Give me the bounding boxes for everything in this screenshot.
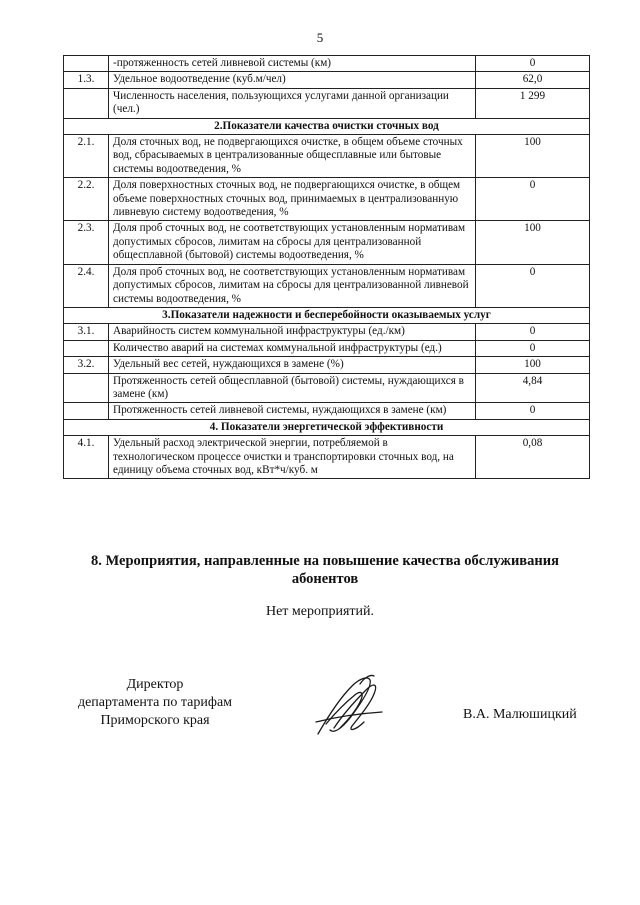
indicator-name: Удельное водоотведение (куб.м/чел) (109, 72, 476, 88)
indicator-name: Удельный вес сетей, нуждающихся в замене (%) (109, 357, 476, 373)
indicator-value: 100 (476, 135, 590, 178)
table-row (64, 264, 590, 307)
section-header-row (64, 419, 590, 435)
indicator-name: Аварийность систем коммунальной инфраструктуры (ед./км) (109, 324, 476, 340)
indicator-value: 0 (476, 324, 590, 340)
row-number: 2.2. (64, 178, 109, 221)
indicator-value: 62,0 (476, 72, 590, 88)
row-number: 2.4. (64, 264, 109, 307)
indicator-name: Протяженность сетей ливневой системы, нуждающихся в замене (км) (109, 403, 476, 419)
table-row (64, 357, 590, 373)
indicator-value: 0 (476, 264, 590, 307)
handwritten-signature (312, 672, 392, 742)
section-heading: 8. Мероприятия, направленные на повышение качества обслуживания абонентов (91, 553, 559, 587)
indicator-name: -протяженность сетей ливневой системы (км) (109, 56, 476, 72)
indicator-name: Доля проб сточных вод, не соответствующих установленным нормативам допустимых сбросов, лимитам на сбросы для централизованной ливневой системы водоотведения, % (109, 264, 476, 307)
row-number (64, 340, 109, 356)
row-number: 4.1. (64, 436, 109, 479)
row-number: 3.2. (64, 357, 109, 373)
indicator-name: Доля поверхностных сточных вод, не подвергающихся очистке, в общем объеме поверхностных сточных вод, принимаемых в централизованную ливневую систему водоотведения, % (109, 178, 476, 221)
table-row (64, 403, 590, 419)
row-number: 2.1. (64, 135, 109, 178)
indicator-name: Удельный расход электрической энергии, потребляемой в технологическом процессе очистки и транспортировки сточных вод, на единицу объема сточных вод, кВт*ч/куб. м (109, 436, 476, 479)
indicator-value: 4,84 (476, 373, 590, 403)
indicator-name: Доля сточных вод, не подвергающихся очистке, в общем объеме сточных вод, сбрасываемых в централизованные общесплавные или бытовые системы водоотведения, % (109, 135, 476, 178)
table-row (64, 340, 590, 356)
no-measures-note: Нет мероприятий. (265, 604, 375, 619)
indicator-value: 0 (476, 178, 590, 221)
section-title: 3.Показатели надежности и бесперебойности оказываемых услуг (64, 307, 590, 323)
position-line: Директор (126, 677, 184, 692)
section-header-row (64, 118, 590, 134)
row-number: 2.3. (64, 221, 109, 264)
table-row (64, 88, 590, 118)
indicator-value: 0,08 (476, 436, 590, 479)
row-number (64, 88, 109, 118)
table-row (64, 324, 590, 340)
indicator-name: Протяженность сетей общесплавной (бытовой) системы, нуждающихся в замене (км) (109, 373, 476, 403)
indicators-table (63, 55, 590, 479)
indicator-value: 0 (476, 340, 590, 356)
section-header-row (64, 307, 590, 323)
page-number: 5 (316, 30, 324, 45)
indicator-name: Доля проб сточных вод, не соответствующих установленным нормативам допустимых сбросов, лимитам на сбросы для централизованной общесплавной (бытовой) системы водоотведения, % (109, 221, 476, 264)
table-row (64, 221, 590, 264)
indicator-name: Численность населения, пользующихся услугами данной организации (чел.) (109, 88, 476, 118)
table-row (64, 56, 590, 72)
table-row (64, 436, 590, 479)
table-row (64, 373, 590, 403)
section-title: 2.Показатели качества очистки сточных вод (64, 118, 590, 134)
indicator-value: 100 (476, 221, 590, 264)
table-row (64, 178, 590, 221)
section-title: 4. Показатели энергетической эффективности (64, 419, 590, 435)
indicator-value: 1 299 (476, 88, 590, 118)
signatory-name: В.А. Малюшицкий (463, 707, 577, 722)
indicator-value: 0 (476, 403, 590, 419)
position-line: департамента по тарифам (77, 695, 233, 710)
row-number (64, 373, 109, 403)
indicator-name: Количество аварий на системах коммунальной инфраструктуры (ед.) (109, 340, 476, 356)
position-line: Приморского края (100, 713, 210, 728)
indicator-value: 100 (476, 357, 590, 373)
indicator-value: 0 (476, 56, 590, 72)
row-number (64, 403, 109, 419)
row-number: 3.1. (64, 324, 109, 340)
row-number: 1.3. (64, 72, 109, 88)
row-number (64, 56, 109, 72)
table-row (64, 135, 590, 178)
signatory-position (55, 676, 255, 730)
table-row (64, 72, 590, 88)
